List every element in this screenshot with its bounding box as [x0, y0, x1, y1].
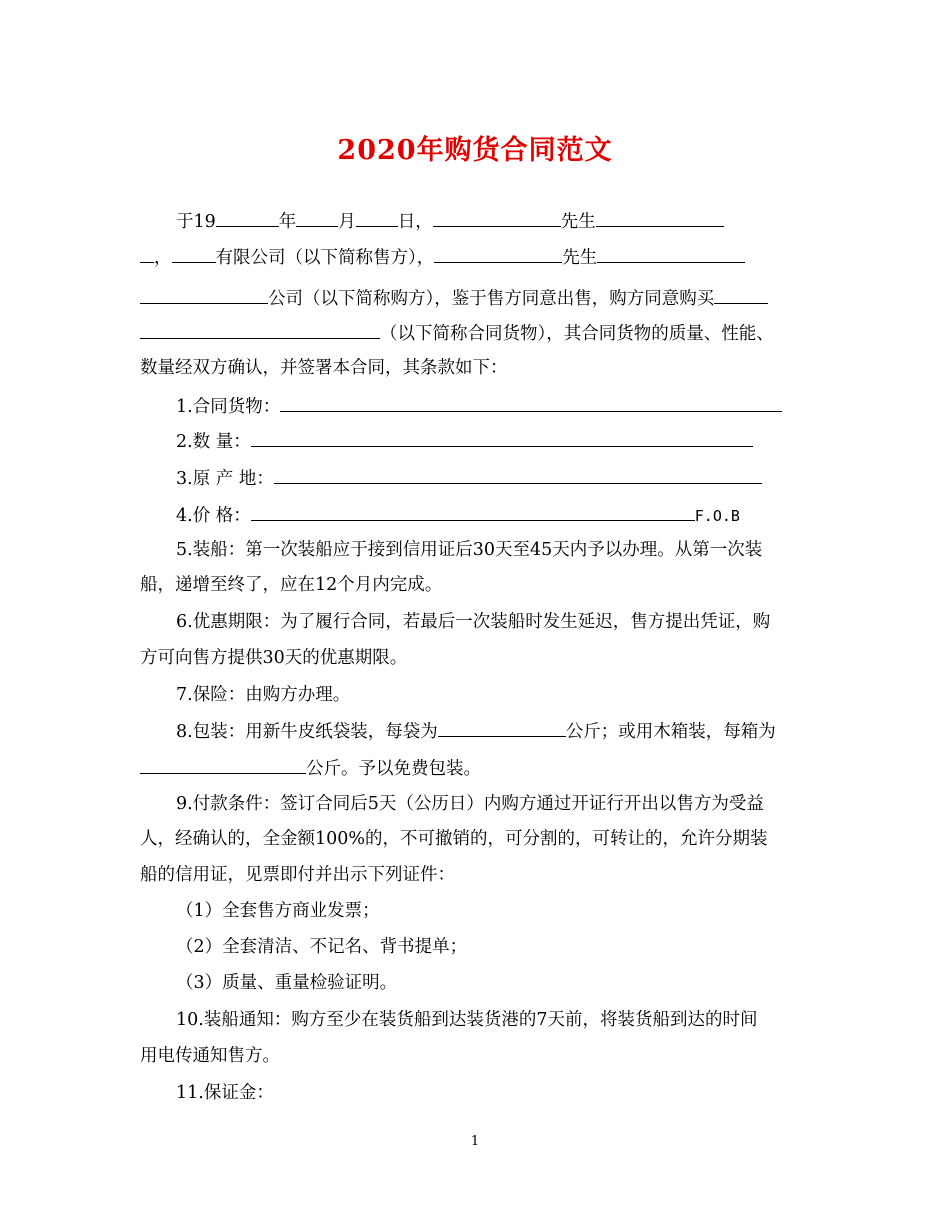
- intro-text: 于19: [176, 212, 216, 232]
- clause-8-line-2: [140, 755, 481, 781]
- intro-text: （以下简称合同货物），其合同货物的质量、性能、: [380, 324, 774, 344]
- intro-text: 年: [278, 212, 297, 232]
- blank-seller-rep[interactable]: [433, 208, 561, 227]
- intro-text: 有限公司（以下简称售方），: [215, 248, 435, 268]
- clause-label: 2.数 量：: [176, 432, 251, 452]
- clause-9-line-1: 9.付款条件：签订合同后5天（公历日）内购方通过开证行开出以售方为受益: [176, 794, 764, 814]
- clause-11: 11.保证金：: [176, 1083, 274, 1103]
- clause-4: [176, 502, 740, 528]
- clause-6-line-1: 6.优惠期限：为了履行合同，若最后一次装船时发生延迟，售方提出凭证，购: [176, 612, 771, 632]
- blank-origin[interactable]: [274, 465, 762, 484]
- blank-box-weight[interactable]: [140, 755, 306, 774]
- intro-text: 先生: [560, 212, 596, 232]
- clause-9-item-1: （1）全套售方商业发票；: [176, 901, 380, 921]
- blank-seller-name[interactable]: [596, 208, 724, 227]
- blank-buyer-name[interactable]: [597, 244, 745, 263]
- blank-buyer-company[interactable]: [140, 285, 268, 304]
- clause-2: [176, 428, 753, 454]
- blank-quantity[interactable]: [251, 428, 753, 447]
- clause-5-line-2: 船，递增至终了，应在12个月内完成。: [140, 575, 443, 595]
- clause-label: 3.原 产 地：: [176, 469, 274, 489]
- clause-text: 8.包装：用新牛皮纸袋装，每袋为: [176, 722, 438, 742]
- clause-8-line-1: [176, 718, 776, 744]
- blank-goods-cont[interactable]: [140, 320, 380, 339]
- intro-line-4: [140, 320, 774, 346]
- blank-seller-name-cont[interactable]: [140, 244, 154, 263]
- clause-5-line-1: 5.装船：第一次装船应于接到信用证后30天至45天内予以办理。从第一次装: [176, 540, 763, 560]
- blank-price[interactable]: [251, 502, 695, 521]
- blank-seller-company[interactable]: [172, 244, 216, 263]
- intro-line-3: [140, 285, 768, 311]
- intro-text: 先生: [562, 248, 598, 268]
- blank-bag-weight[interactable]: [438, 718, 566, 737]
- blank-day[interactable]: [356, 208, 398, 227]
- intro-line-5: 数量经双方确认，并签署本合同，其条款如下：: [140, 358, 508, 378]
- clause-9-item-2: （2）全套清洁、不记名、背书提单；: [176, 937, 468, 957]
- clause-9-line-3: 船的信用证，见票即付并出示下列证件：: [140, 865, 455, 885]
- clause-9-line-2: 人，经确认的，全金额100%的，不可撤销的，可分割的，可转让的，允许分期装: [140, 829, 768, 849]
- intro-text: 月: [338, 212, 356, 232]
- intro-text: ，: [154, 248, 172, 268]
- blank-contract-goods[interactable]: [280, 393, 782, 412]
- clause-label: 1.合同货物：: [176, 397, 281, 417]
- clause-10-line-1: 10.装船通知：购方至少在装货船到达装货港的7天前，将装货船到达的时间: [176, 1010, 758, 1030]
- clause-9-item-3: （3）质量、重量检验证明。: [176, 973, 398, 993]
- clause-3: [176, 465, 762, 491]
- blank-buyer-rep[interactable]: [434, 244, 562, 263]
- page-number: 1: [470, 1134, 480, 1149]
- price-term: F.O.B: [694, 507, 740, 525]
- clause-6-line-2: 方可向售方提供30天的优惠期限。: [140, 648, 408, 668]
- clause-7: 7.保险：由购方办理。: [176, 685, 351, 705]
- intro-line-2: [140, 244, 745, 270]
- intro-line-1: [176, 208, 724, 234]
- clause-text: 公斤。予以免费包装。: [306, 759, 481, 779]
- intro-text: 日，: [397, 212, 433, 232]
- clause-1: [176, 393, 782, 419]
- blank-month[interactable]: [296, 208, 338, 227]
- clause-label: 4.价 格：: [176, 506, 251, 526]
- blank-year[interactable]: [216, 208, 279, 227]
- blank-goods[interactable]: [714, 285, 768, 304]
- document-title: 2020年购货合同范文: [337, 135, 613, 166]
- clause-text: 公斤；或用木箱装，每箱为: [565, 722, 776, 742]
- clause-10-line-2: 用电传通知售方。: [140, 1046, 280, 1066]
- intro-text: 公司（以下简称购方），鉴于售方同意出售，购方同意购买: [268, 289, 715, 309]
